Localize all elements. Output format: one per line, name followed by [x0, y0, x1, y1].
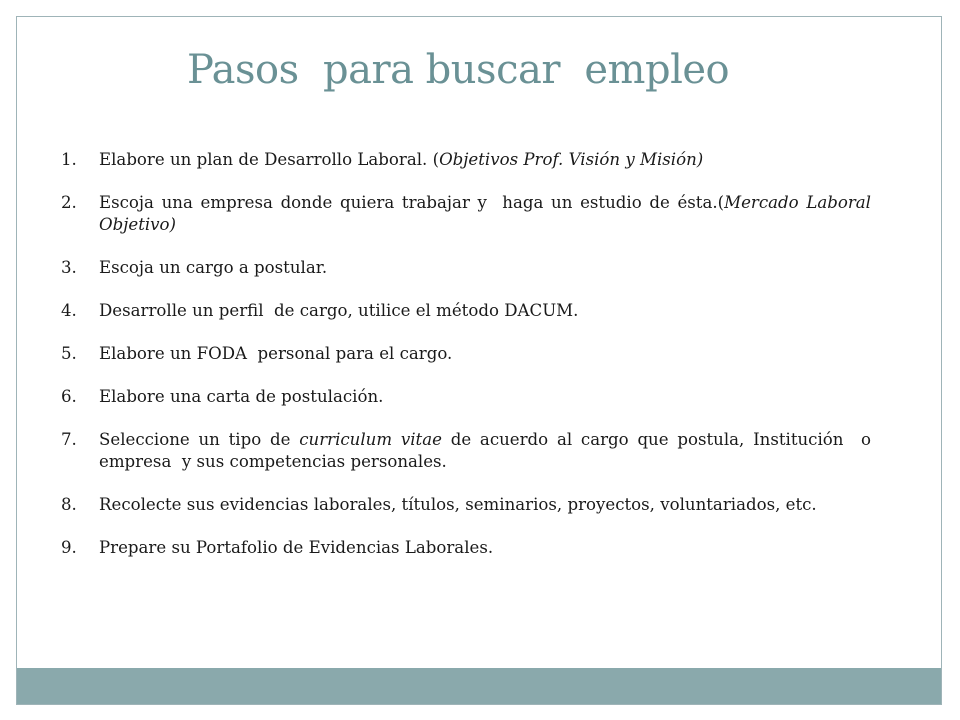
step-text: Prepare su Portafolio de Evidencias Laborales.	[99, 538, 494, 557]
slide	[16, 16, 942, 705]
footer-bar	[17, 668, 941, 704]
step-number: 7.	[61, 430, 77, 449]
list-item	[61, 257, 871, 279]
step-italic-term: curriculum vitae	[299, 430, 442, 449]
list-item	[61, 300, 871, 322]
slide-title: Pasos para buscar empleo	[187, 47, 730, 93]
list-item	[61, 343, 871, 365]
steps-list	[61, 149, 877, 580]
step-text-after: de acuerdo al cargo que postula, Institución o empresa y sus competencias personales.	[99, 430, 877, 471]
step-text: Escoja un cargo a postular.	[99, 258, 328, 277]
step-text: Elabore una carta de postulación.	[99, 387, 384, 406]
list-item	[61, 537, 871, 559]
step-number: 8.	[61, 495, 77, 514]
step-number: 3.	[61, 258, 77, 277]
step-text: Elabore un plan de Desarrollo Laboral. (	[99, 150, 440, 169]
list-item	[61, 494, 871, 516]
step-number: 4.	[61, 301, 77, 320]
step-note: Objetivos Prof. Visión y Misión)	[439, 150, 704, 169]
step-number: 5.	[61, 344, 77, 363]
step-text: Recolecte sus evidencias laborales, títulos, seminarios, proyectos, voluntariados, etc.	[99, 495, 817, 514]
list-item	[61, 192, 877, 236]
step-text: Desarrolle un perfil de cargo, utilice el método DACUM.	[99, 301, 579, 320]
list-item	[61, 429, 877, 473]
step-text-before: Seleccione un tipo de	[99, 430, 300, 449]
step-text: Elabore un FODA personal para el cargo.	[99, 344, 453, 363]
step-number: 2.	[61, 193, 77, 212]
step-number: 1.	[61, 150, 77, 169]
list-item	[61, 386, 871, 408]
step-note: Mercado Laboral Objetivo)	[99, 193, 877, 234]
step-number: 9.	[61, 538, 77, 557]
list-item	[61, 149, 871, 171]
step-text: Escoja una empresa donde quiera trabajar y haga un estudio de ésta.(	[99, 193, 725, 212]
step-number: 6.	[61, 387, 77, 406]
